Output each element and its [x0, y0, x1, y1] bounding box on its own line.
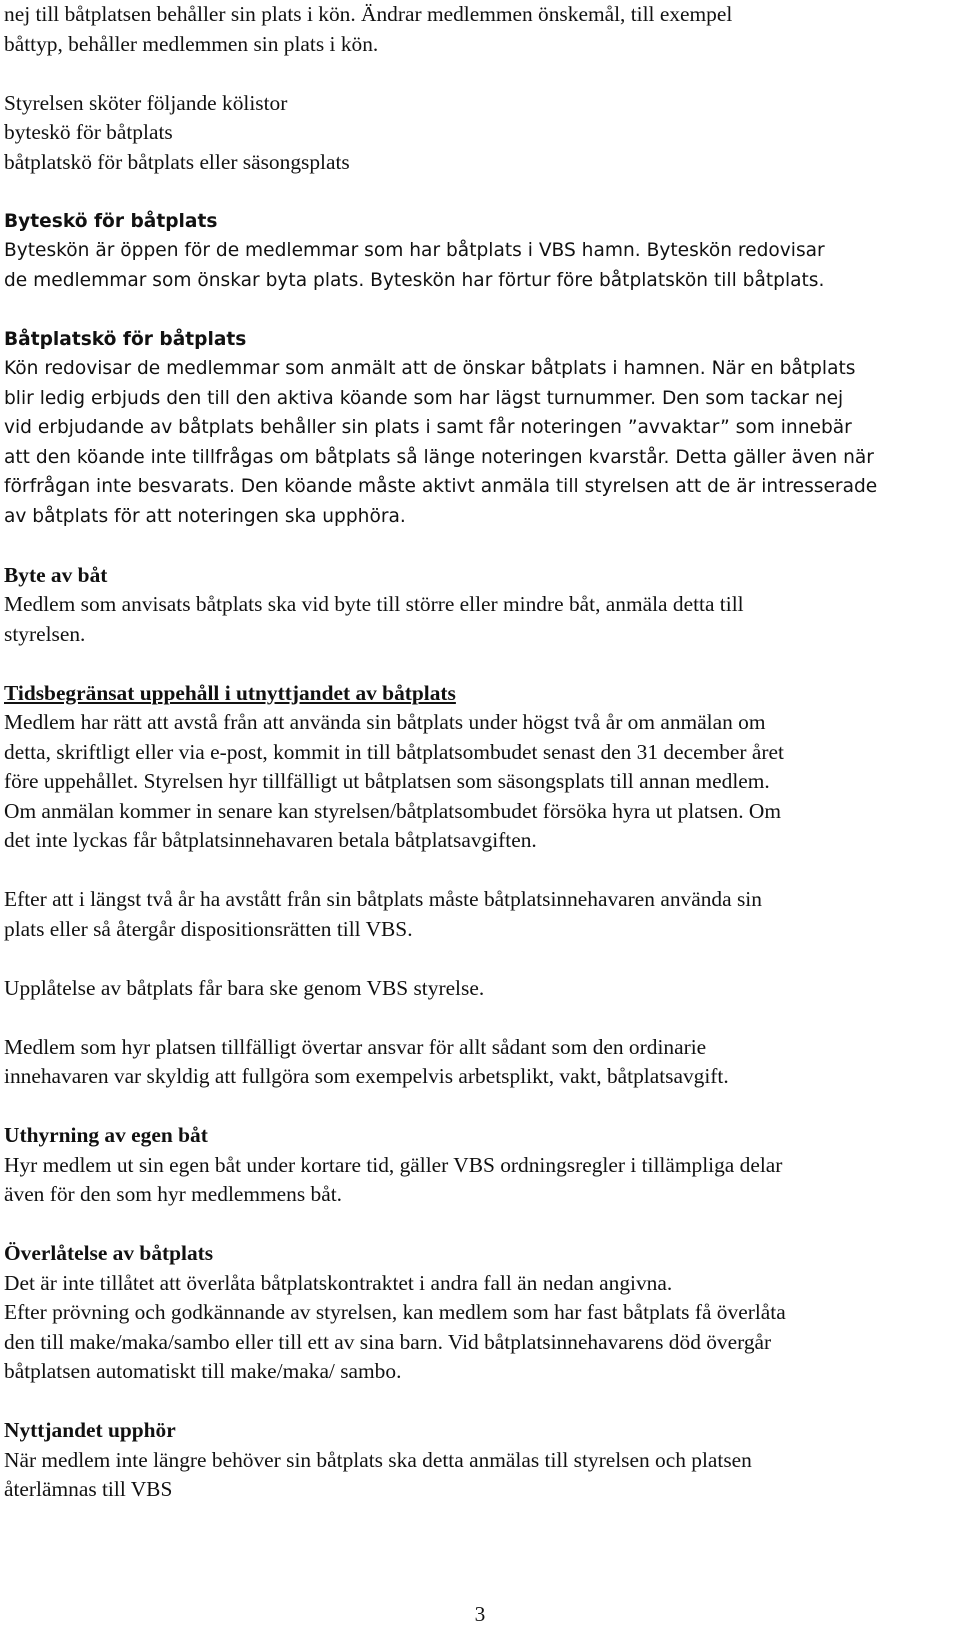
byte-av-bat-text-line: styrelsen. [4, 621, 86, 646]
uppehall-para3: Upplåtelse av båtplats får bara ske genom VBS styrelse. [4, 975, 485, 1000]
uthyrning-heading: Uthyrning av egen båt [4, 1123, 208, 1147]
bytesko-text-line: Byteskön är öppen för de medlemmar som har båtplats i VBS hamn. Byteskön redovisar [4, 240, 825, 261]
kolistor-item: båtplatskö för båtplats eller säsongsplats [4, 149, 350, 174]
uppehall-text-line: Medlem har rätt att avstå från att använda sin båtplats under högst två år om anmälan om [4, 710, 766, 734]
overlatelse-heading: Överlåtelse av båtplats [4, 1241, 214, 1265]
uppehall-para4-line: Medlem som hyr platsen tillfälligt övertar ansvar för allt sådant som den ordinarie [4, 1034, 707, 1059]
batplatsko-text-line: av båtplats för att noteringen ska upphöra. [4, 505, 406, 527]
uppehall-text-line: detta, skriftligt eller via e-post, kommit in till båtplatsombudet senast den 31 december året [4, 739, 784, 764]
batplatsko-text-line: att den köande inte tillfrågas om båtplats så länge noteringen kvarstår. Detta gäller även när [4, 446, 874, 468]
uppehall-para2-line: plats eller så återgår dispositionsrätten till VBS. [4, 916, 413, 941]
intro-line-1: nej till båtplatsen behåller sin plats i kön. Ändrar medlemmen önskemål, till exempel [4, 2, 733, 26]
uthyrning-text-line: Hyr medlem ut sin egen båt under kortare tid, gäller VBS ordningsregler i tillämpliga delar [4, 1152, 783, 1177]
kolistor-heading: Styrelsen sköter följande kölistor [4, 90, 288, 115]
page-number: 3 [474, 1602, 486, 1626]
uppehall-para4-line: innehavaren var skyldig att fullgöra som exempelvis arbetsplikt, vakt, båtplatsavgift. [4, 1064, 729, 1088]
byte-av-bat-heading: Byte av båt [4, 562, 108, 587]
uppehall-text-line: före uppehållet. Styrelsen hyr tillfälligt ut båtplatsen som säsongsplats till annan medlem. [4, 769, 770, 793]
uppehall-para2-line: Efter att i längst två år ha avstått från sin båtplats måste båtplatsinnehavaren använda sin [4, 887, 762, 911]
batplatsko-heading: Båtplatskö för båtplats [4, 328, 247, 350]
overlatelse-text-line: den till make/maka/sambo eller till ett av sina barn. Vid båtplatsinnehavarens död övergår [4, 1329, 772, 1354]
bytesko-heading: Byteskö för båtplats [4, 210, 218, 232]
nyttjandet-heading: Nyttjandet upphör [4, 1418, 176, 1442]
kolistor-item: byteskö för båtplats [4, 120, 173, 144]
uthyrning-text-line: även för den som hyr medlemmens båt. [4, 1182, 342, 1206]
nyttjandet-text-line: När medlem inte längre behöver sin båtplats ska detta anmälas till styrelsen och platsen [4, 1447, 752, 1472]
byte-av-bat-text-line: Medlem som anvisats båtplats ska vid byte till större eller mindre båt, anmäla detta till [4, 592, 744, 616]
bytesko-text-line: de medlemmar som önskar byta plats. Byteskön har förtur före båtplatskön till båtplats. [4, 269, 825, 291]
batplatsko-text-line: Kön redovisar de medlemmar som anmält att de önskar båtplats i hamnen. När en båtplats [4, 358, 856, 379]
uppehall-text-line: Om anmälan kommer in senare kan styrelsen/båtplatsombudet försöka hyra ut platsen. Om [4, 798, 781, 823]
nyttjandet-text-line: återlämnas till VBS [4, 1477, 173, 1501]
uppehall-text-line: det inte lyckas får båtplatsinnehavaren betala båtplatsavgiften. [4, 828, 537, 852]
batplatsko-text-line: blir ledig erbjuds den till den aktiva köande som har lägst turnummer. Den som tackar nej [4, 387, 844, 409]
overlatelse-text-line: båtplatsen automatiskt till make/maka/ sambo. [4, 1359, 402, 1383]
uppehall-heading: Tidsbegränsat uppehåll i utnyttjandet av båtplats [4, 680, 456, 705]
overlatelse-text-line: Det är inte tillåtet att överlåta båtplatskontraktet i andra fall än nedan angivna. [4, 1270, 673, 1295]
overlatelse-text-line: Efter prövning och godkännande av styrelsen, kan medlem som har fast båtplats få överlåta [4, 1300, 786, 1324]
batplatsko-text-line: förfrågan inte besvarats. Den köande måste aktivt anmäla till styrelsen att de är intresserade [4, 476, 878, 497]
document-page [4, 0, 954, 1505]
intro-line-2: båttyp, behåller medlemmen sin plats i kön. [4, 31, 379, 56]
batplatsko-text-line: vid erbjudande av båtplats behåller sin plats i samt får noteringen ”avvaktar” som innebär [4, 417, 852, 438]
